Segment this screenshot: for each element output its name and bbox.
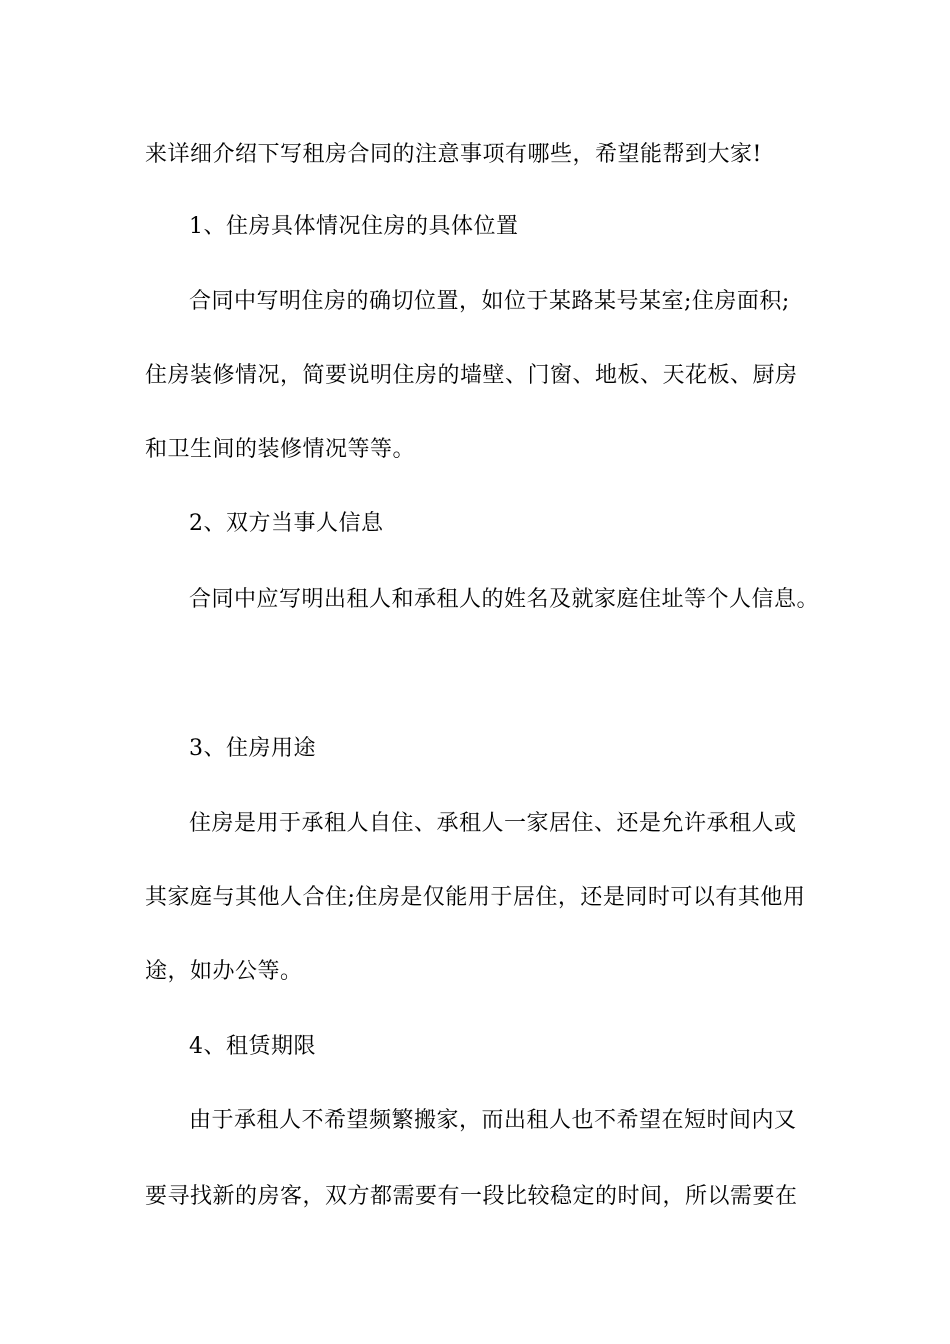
- intro-line: 来详细介绍下写租房合同的注意事项有哪些，希望能帮到大家!: [145, 142, 762, 167]
- section-1-paragraph-line-1: 合同中写明住房的确切位置，如位于某路某号某室;住房面积;: [189, 289, 790, 314]
- section-4-heading: 4、租赁期限: [189, 1034, 316, 1059]
- section-3-paragraph-line-3: 途，如办公等。: [145, 959, 303, 984]
- section-4-paragraph-line-2: 要寻找新的房客，双方都需要有一段比较稳定的时间，所以需要在: [145, 1184, 798, 1209]
- section-3-heading: 3、住房用途: [189, 736, 316, 761]
- section-1-paragraph-line-3: 和卫生间的装修情况等等。: [145, 437, 416, 462]
- section-4-paragraph-line-1: 由于承租人不希望频繁搬家，而出租人也不希望在短时间内又: [189, 1108, 797, 1133]
- section-3-paragraph-line-1: 住房是用于承租人自住、承租人一家居住、还是允许承租人或: [189, 811, 797, 836]
- section-1-paragraph-line-2: 住房装修情况，简要说明住房的墙壁、门窗、地板、天花板、厨房: [145, 363, 798, 388]
- section-2-paragraph-line-1: 合同中应写明出租人和承租人的姓名及就家庭住址等个人信息。: [189, 587, 820, 612]
- section-2-heading: 2、双方当事人信息: [189, 511, 384, 536]
- section-3-paragraph-line-2: 其家庭与其他人合住;住房是仅能用于居住，还是同时可以有其他用: [145, 885, 806, 910]
- section-1-heading: 1、住房具体情况住房的具体位置: [189, 214, 519, 239]
